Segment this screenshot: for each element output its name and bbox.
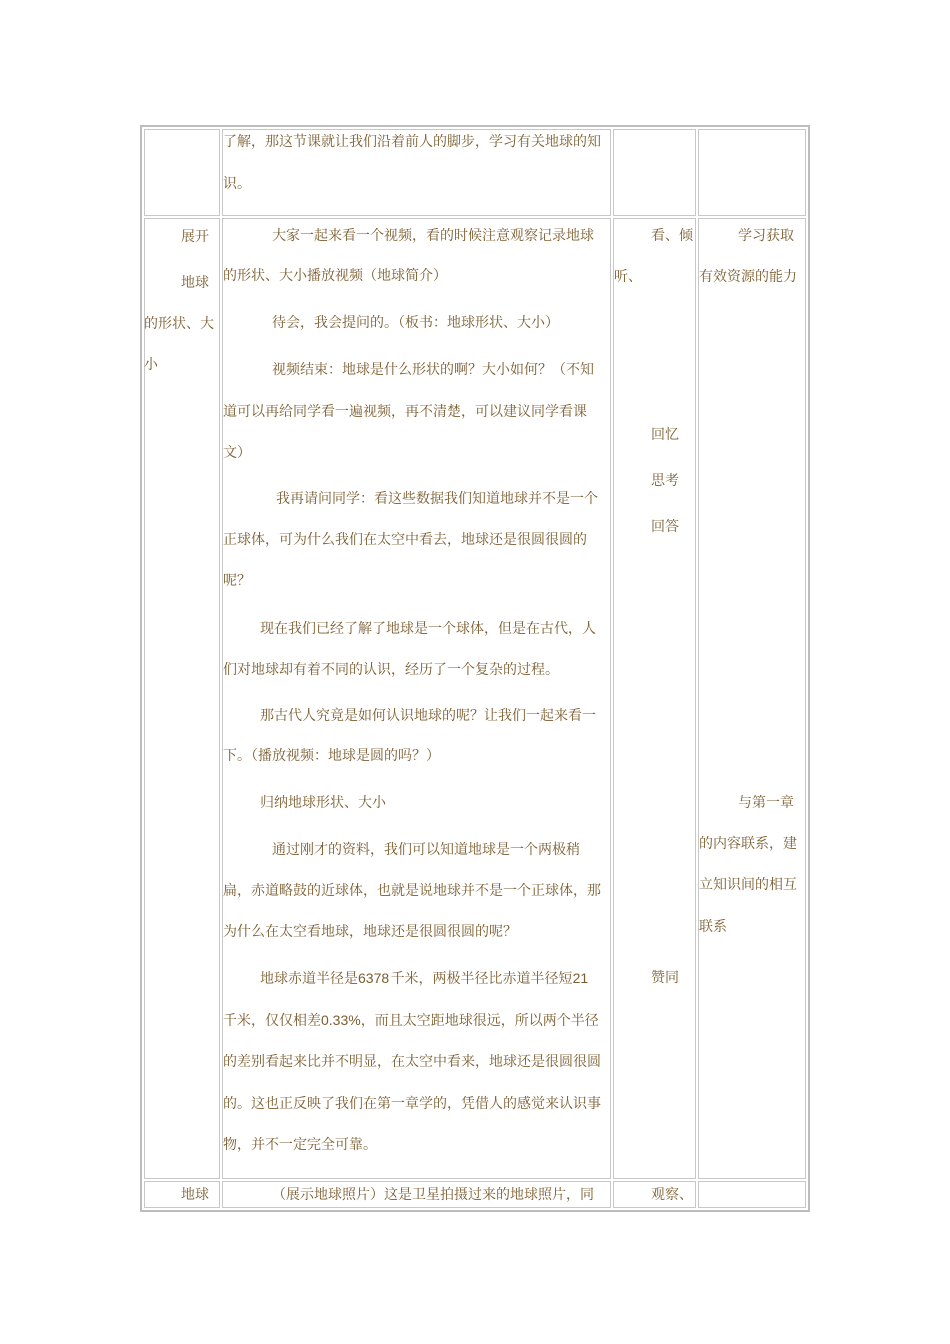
content-line: 的差别看起来比并不明显，在太空中看来，地球还是很圆很圆 xyxy=(223,1054,601,1070)
radius-difference-value: 21 xyxy=(572,970,589,986)
stage-label: 地球 xyxy=(181,275,209,291)
content-text: 千米，两极半径比赤道半径短 xyxy=(390,971,573,987)
content-line: 正球体，可为什么我们在太空中看去，地球还是很圆很圆的 xyxy=(223,532,587,548)
difference-percent-value: 0.33% xyxy=(321,1012,361,1028)
content-line: 那古代人究竟是如何认识地球的呢？让我们一起来看一 xyxy=(260,708,596,724)
student-activity: 回答 xyxy=(651,519,679,535)
student-activity: 观察、 xyxy=(651,1187,693,1203)
row3-intent-cell xyxy=(698,1181,806,1208)
design-intent: 的内容联系，建 xyxy=(699,836,797,852)
content-line: 大家一起来看一个视频，看的时候注意观察记录地球 xyxy=(272,228,594,244)
content-line: 视频结束：地球是什么形状的啊？大小如何？（不知 xyxy=(272,362,594,378)
student-activity: 思考 xyxy=(651,473,679,489)
stage-label: 地球 xyxy=(181,1187,209,1203)
content-line: 我再请问同学：看这些数据我们知道地球并不是一个 xyxy=(276,491,598,507)
content-line: 的。这也正反映了我们在第一章学的，凭借人的感觉来认识事 xyxy=(223,1096,601,1112)
student-activity: 听、 xyxy=(614,269,642,285)
student-activity: 回忆 xyxy=(651,427,679,443)
content-line: 物，并不一定完全可靠。 xyxy=(223,1137,377,1153)
student-activity: 看、倾 xyxy=(651,228,693,244)
stage-label: 的形状、大 xyxy=(144,316,214,332)
content-line: 的形状、大小播放视频（地球简介） xyxy=(223,268,447,284)
content-line: 现在我们已经了解了地球是一个球体，但是在古代，人 xyxy=(260,621,596,637)
equator-radius-value: 6378 xyxy=(358,970,390,986)
content-line: 通过刚才的资料，我们可以知道地球是一个两极稍 xyxy=(272,842,580,858)
content-line: 们对地球却有着不同的认识，经历了一个复杂的过程。 xyxy=(223,662,559,678)
design-intent: 与第一章 xyxy=(738,795,794,811)
design-intent: 有效资源的能力 xyxy=(699,269,797,285)
stage-label: 展开 xyxy=(181,229,209,245)
content-line: 文） xyxy=(223,445,251,461)
student-activity: 赞同 xyxy=(651,970,679,986)
content-line: 了解，那这节课就让我们沿着前人的脚步，学习有关地球的知 xyxy=(223,134,601,150)
content-text: ，而且太空距地球很远，所以两个半径 xyxy=(360,1013,599,1029)
content-line: 归纳地球形状、大小 xyxy=(260,795,386,811)
row1-intent-cell xyxy=(698,129,806,216)
row2-intent-cell xyxy=(698,218,806,1179)
content-line: （展示地球照片）这是卫星拍摄过来的地球照片，同 xyxy=(272,1187,594,1203)
content-text: 千米，仅仅相差 xyxy=(223,1013,321,1029)
design-intent: 联系 xyxy=(699,919,727,935)
content-line: 待会，我会提问的。（板书：地球形状、大小） xyxy=(272,315,559,331)
content-line: 道可以再给同学看一遍视频，再不清楚，可以建议同学看课 xyxy=(223,404,587,420)
row2-student-cell xyxy=(613,218,696,1179)
content-line: 下。（播放视频：地球是圆的吗？） xyxy=(223,748,440,764)
row1-stage-cell xyxy=(144,129,220,216)
content-line: 为什么在太空看地球，地球还是很圆很圆的呢？ xyxy=(223,924,517,940)
stage-label: 小 xyxy=(144,357,158,373)
content-line: 呢？ xyxy=(223,573,251,589)
content-line xyxy=(223,1010,599,1031)
content-text: 地球赤道半径是 xyxy=(260,971,358,987)
content-line xyxy=(260,968,588,989)
row1-student-cell xyxy=(613,129,696,216)
content-line: 扁，赤道略鼓的近球体，也就是说地球并不是一个正球体，那 xyxy=(223,883,601,899)
design-intent: 立知识间的相互 xyxy=(699,877,797,893)
design-intent: 学习获取 xyxy=(738,228,794,244)
content-line: 识。 xyxy=(223,176,251,192)
